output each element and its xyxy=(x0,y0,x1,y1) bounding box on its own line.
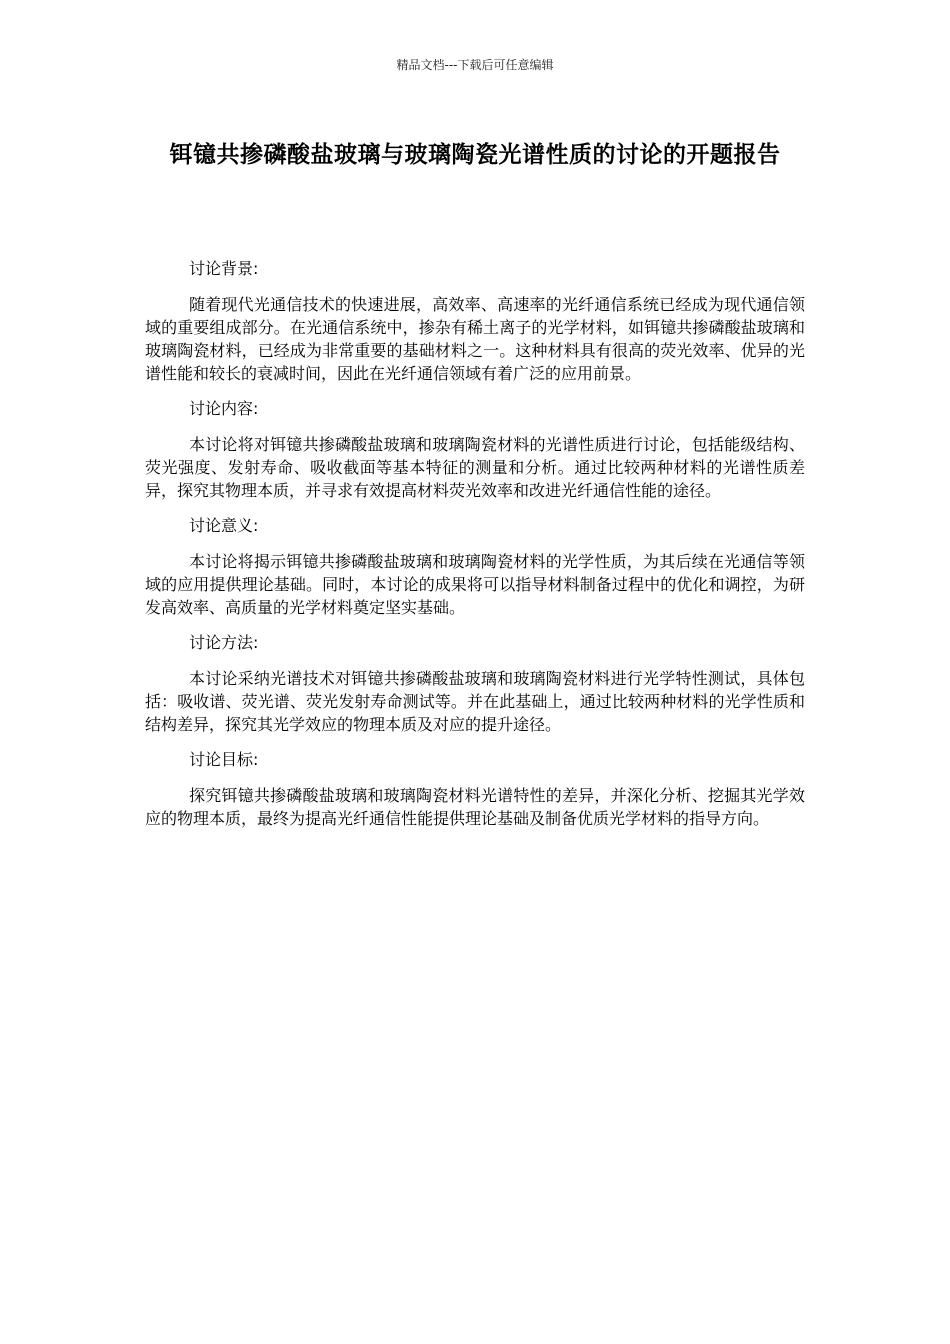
section-significance xyxy=(145,515,805,619)
section-content xyxy=(145,398,805,502)
section-method xyxy=(145,632,805,736)
section-heading: 讨论意义: xyxy=(189,516,259,535)
section-paragraph: 本讨论将揭示铒镱共掺磷酸盐玻璃和玻璃陶瓷材料的光学性质，为其后续在光通信等领域的应用提供理论基础。同时，本讨论的成果将可以指导材料制备过程中的优化和调控，为研发高效率、高质量的光学材料奠定坚实基础。 xyxy=(145,552,805,617)
section-heading: 讨论内容: xyxy=(189,399,259,418)
document-title: 铒镱共掺磷酸盐玻璃与玻璃陶瓷光谱性质的讨论的开题报告 xyxy=(169,142,781,168)
section-paragraph: 随着现代光通信技术的快速进展，高效率、高速率的光纤通信系统已经成为现代通信领域的重要组成部分。在光通信系统中，掺杂有稀土离子的光学材料，如铒镱共掺磷酸盐玻璃和玻璃陶瓷材料，已经成为非常重要的基础材料之一。这种材料具有很高的荧光效率、优异的光谱性能和较长的衰减时间，因此在光纤通信领域有着广泛的应用前景。 xyxy=(145,295,805,383)
section-background xyxy=(145,258,805,385)
section-heading: 讨论背景: xyxy=(189,259,259,278)
section-goal xyxy=(145,749,805,830)
section-paragraph: 本讨论采纳光谱技术对铒镱共掺磷酸盐玻璃和玻璃陶瓷材料进行光学特性测试，具体包括：吸收谱、荧光谱、荧光发射寿命测试等。并在此基础上，通过比较两种材料的光学性质和结构差异，探究其光学效应的物理本质及对应的提升途径。 xyxy=(145,669,805,734)
section-paragraph: 本讨论将对铒镱共掺磷酸盐玻璃和玻璃陶瓷材料的光谱性质进行讨论，包括能级结构、荧光强度、发射寿命、吸收截面等基本特征的测量和分析。通过比较两种材料的光谱性质差异，探究其物理本质，并寻求有效提高材料荧光效率和改进光纤通信性能的途径。 xyxy=(145,435,805,500)
page-header-note: 精品文档---下载后可任意编辑 xyxy=(396,58,554,72)
section-heading: 讨论目标: xyxy=(189,750,259,769)
section-paragraph: 探究铒镱共掺磷酸盐玻璃和玻璃陶瓷材料光谱特性的差异，并深化分析、挖掘其光学效应的物理本质，最终为提高光纤通信性能提供理论基础及制备优质光学材料的指导方向。 xyxy=(145,786,805,828)
document-body xyxy=(145,258,805,843)
section-heading: 讨论方法: xyxy=(189,633,259,652)
